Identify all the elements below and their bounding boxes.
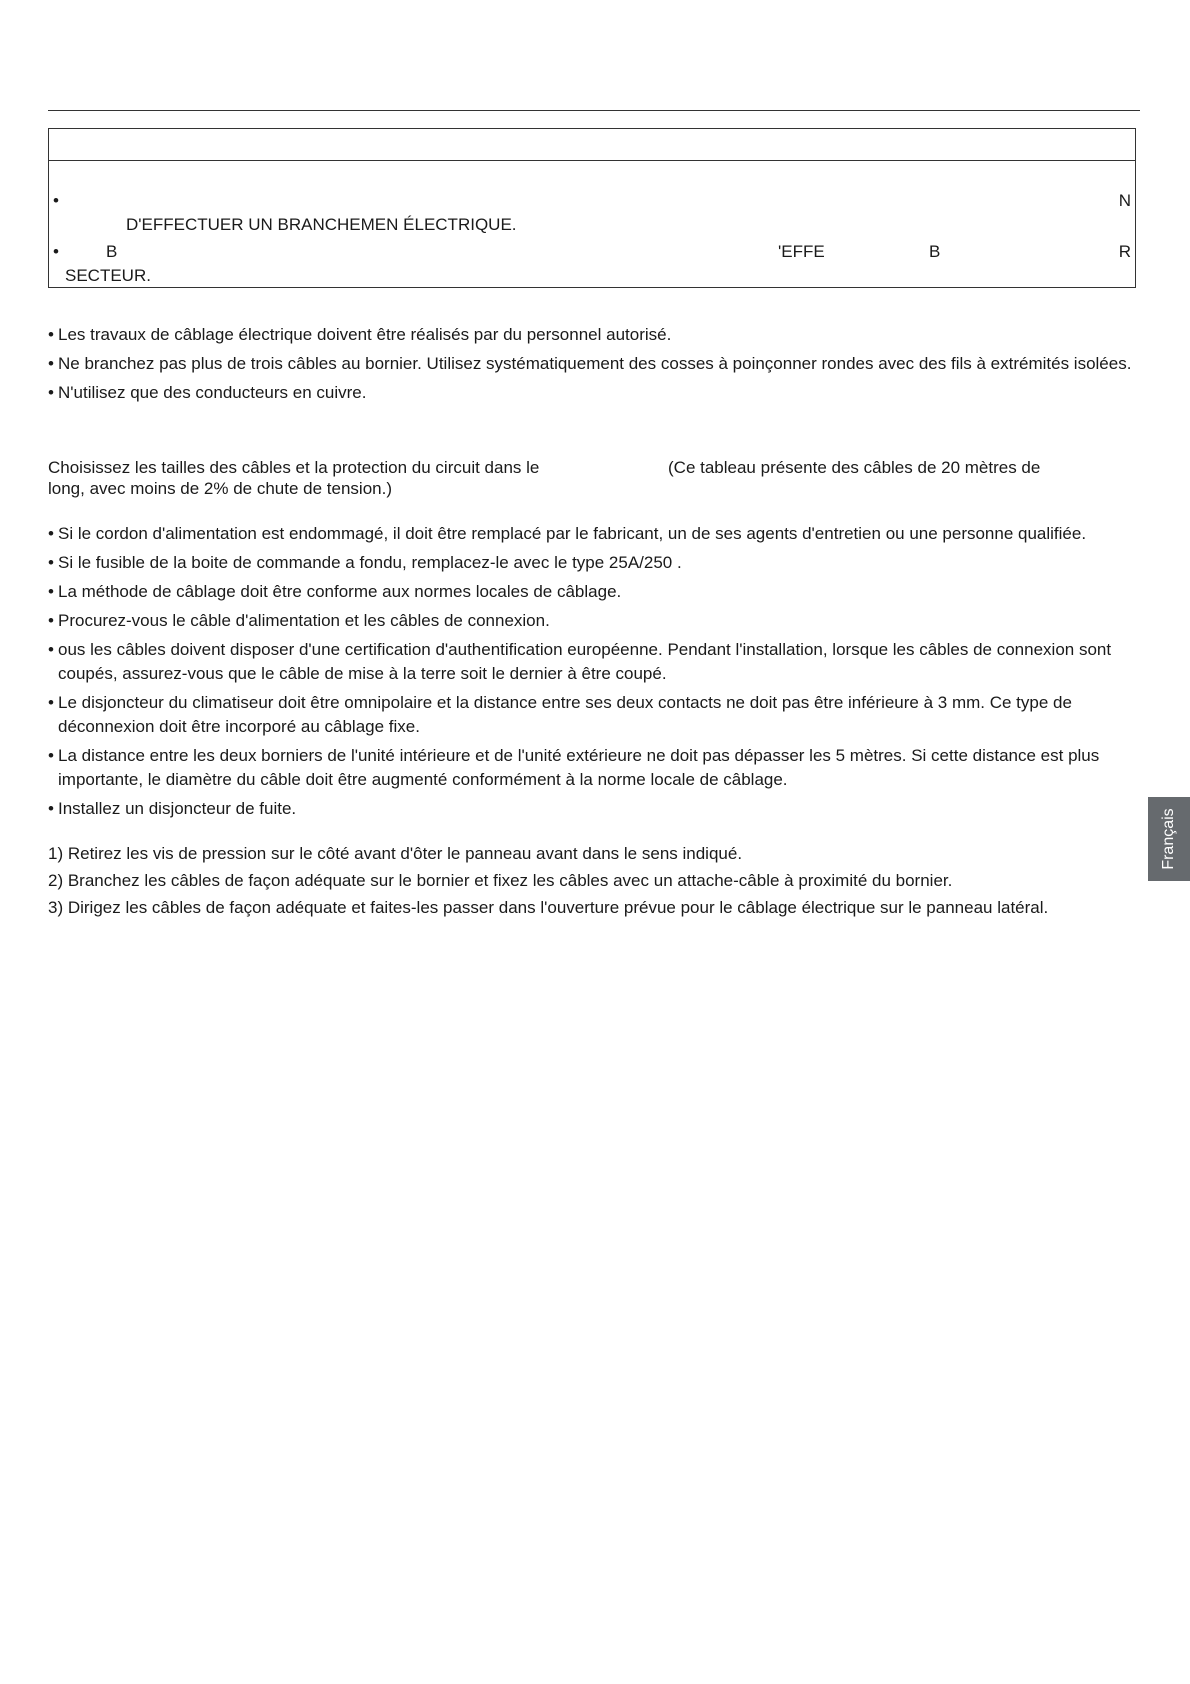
cable-selection-part-1: Choisissez les tailles des câbles et la protection du circuit dans le	[48, 458, 540, 477]
list-item: • Si le fusible de la boite de commande a fondu, remplacez-le avec le type 25A/250 .	[48, 551, 1140, 575]
warning-line-3-b2: B	[929, 242, 941, 261]
wiring-notes-list	[48, 323, 1140, 410]
language-tab	[1148, 797, 1190, 881]
list-item: • N'utilisez que des conducteurs en cuivre.	[48, 381, 1140, 405]
warning-line-3-effe: 'EFFE	[778, 242, 825, 261]
list-item: 2) Branchez les câbles de façon adéquate sur le bornier et fixez les câbles avec un attache-câble à proximité du bornier.	[48, 871, 953, 890]
list-item: • Si le cordon d'alimentation est endommagé, il doit être remplacé par le fabricant, un de ses agents d'entretien ou une personne qualifiée.	[48, 522, 1140, 546]
warning-line-4: SECTEUR.	[65, 266, 151, 285]
warning-bullet-1: •	[53, 191, 59, 210]
list-item: • La distance entre les deux borniers de l'unité intérieure et de l'unité extérieure ne doit pas dépasser les 5 mètres. Si cette distance est plus importante, le diamètre du câble doit être augmenté conformément à la norme locale de câblage.	[48, 744, 1140, 792]
list-item: • Ne branchez pas plus de trois câbles au bornier. Utilisez systématiquement des cosses à poinçonner rondes avec des fils à extrémités isolées.	[48, 352, 1140, 376]
list-item: • Le disjoncteur du climatiseur doit être omnipolaire et la distance entre ses deux contacts ne doit pas être inférieure à 3 mm. Ce type de déconnexion doit être incorporé au câblage fixe.	[48, 691, 1140, 739]
list-item: • ous les câbles doivent disposer d'une certification d'authentification européenne. Pendant l'installation, lorsque les câbles de connexion sont coupés, assurez-vous que le câble de mise à la terre soit le dernier à être coupé.	[48, 638, 1140, 686]
list-item: • Les travaux de câblage électrique doivent être réalisés par du personnel autorisé.	[48, 323, 1140, 347]
cable-selection-part-2: (Ce tableau présente des câbles de 20 mètres de	[668, 458, 1041, 477]
language-tab-label: Français	[1160, 808, 1177, 870]
list-item: 3) Dirigez les câbles de façon adéquate et faites-les passer dans l'ouverture prévue pour le câblage électrique sur le panneau latéral.	[48, 898, 1049, 917]
warning-box	[48, 128, 1136, 288]
top-horizontal-rule	[48, 110, 1140, 111]
warning-line-1-end: N	[1118, 191, 1131, 210]
list-item: • Installez un disjoncteur de fuite.	[48, 797, 1140, 821]
list-item: 1) Retirez les vis de pression sur le côté avant d'ôter le panneau avant dans le sens indiqué.	[48, 844, 743, 863]
warning-box-header	[49, 129, 1135, 161]
warning-line-3-b1: B	[106, 242, 118, 261]
warning-line-2: D'EFFECTUER UN BRANCHEMEN ÉLECTRIQUE.	[126, 215, 517, 234]
requirements-list	[48, 522, 1140, 826]
cable-selection-part-3: long, avec moins de 2% de chute de tension.)	[48, 479, 392, 498]
list-item: • La méthode de câblage doit être conforme aux normes locales de câblage.	[48, 580, 1140, 604]
warning-bullet-2: •	[53, 242, 59, 261]
list-item: • Procurez-vous le câble d'alimentation et les câbles de connexion.	[48, 609, 1140, 633]
installation-steps-list	[48, 842, 1140, 923]
warning-line-3-end: R	[1118, 242, 1131, 261]
